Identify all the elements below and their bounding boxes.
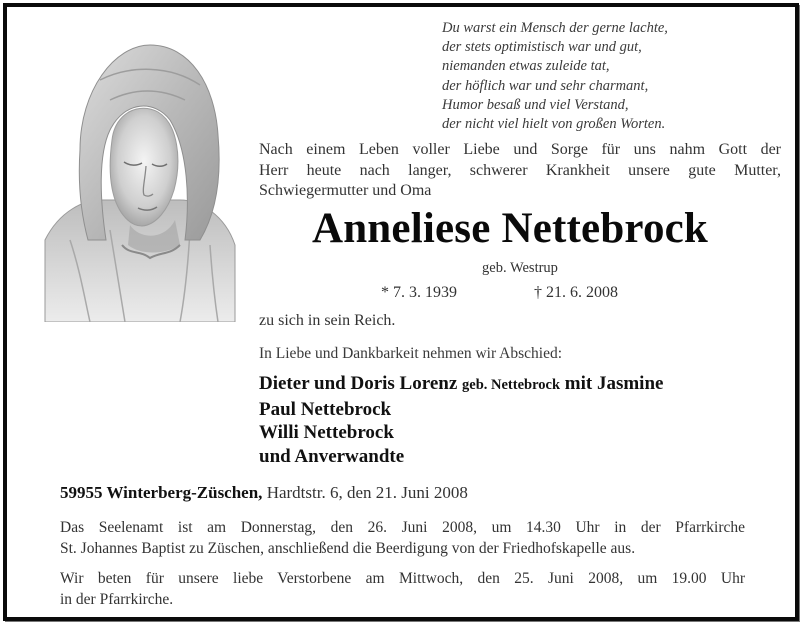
family-member: mit Jasmine	[564, 373, 664, 394]
intro-line: Nach einem Leben voller Liebe und Sorge für uns nahm Gott der	[259, 141, 781, 158]
deceased-name: Anneliese Nettebrock	[311, 205, 709, 252]
family-member: Dieter und Doris Lorenz	[259, 373, 458, 394]
intro-line: Herr heute nach langer, schwerer Krankheit unsere gute Mutter,	[259, 161, 781, 179]
madonna-portrait-image	[40, 40, 240, 322]
location-address: Hardtstr. 6, den 21. Juni 2008	[266, 483, 468, 502]
family-member-maiden: geb. Nettebrock	[462, 377, 561, 393]
farewell-text: In Liebe und Dankbarkeit nehmen wir Abschied:	[259, 345, 563, 362]
birth-date: * 7. 3. 1939	[381, 284, 457, 301]
family-line	[259, 372, 663, 398]
service-line: St. Johannes Baptist zu Züschen, anschließend die Beerdigung von der Friedhofskapelle aus.	[60, 540, 636, 557]
location-line	[60, 483, 468, 503]
poem-line: Humor besaß und viel Verstand,	[442, 96, 629, 113]
prayer-line: Wir beten für unsere liebe Verstorbene am Mittwoch, den 25. Juni 2008, um 19.00 Uhr	[60, 570, 745, 587]
poem-line: niemanden etwas zuleide tat,	[442, 58, 610, 75]
closing-text: zu sich in sein Reich.	[259, 312, 396, 329]
service-line: Das Seelenamt ist am Donnerstag, den 26. Juni 2008, um 14.30 Uhr in der Pfarrkirche	[60, 519, 745, 536]
service-paragraph	[60, 517, 745, 559]
intro-line: Schwiegermutter und Oma	[259, 182, 432, 199]
poem-line: der nicht viel hielt von großen Worten.	[442, 116, 666, 133]
intro-text	[259, 140, 781, 202]
poem-line: Du warst ein Mensch der gerne lachte,	[442, 20, 668, 36]
family-line: Paul Nettebrock	[259, 398, 392, 420]
location-place: 59955 Winterberg-Züschen,	[60, 483, 263, 502]
prayer-paragraph	[60, 568, 745, 610]
maiden-name: geb. Westrup	[482, 260, 558, 276]
poem	[442, 19, 668, 134]
death-date: † 21. 6. 2008	[534, 284, 618, 301]
poem-line: der höflich war und sehr charmant,	[442, 77, 649, 94]
family-list	[259, 372, 663, 468]
family-line: Willi Nettebrock	[259, 422, 394, 443]
family-line: und Anverwandte	[259, 445, 405, 467]
poem-line: der stets optimistisch war und gut,	[442, 39, 642, 56]
prayer-line: in der Pfarrkirche.	[60, 591, 174, 608]
